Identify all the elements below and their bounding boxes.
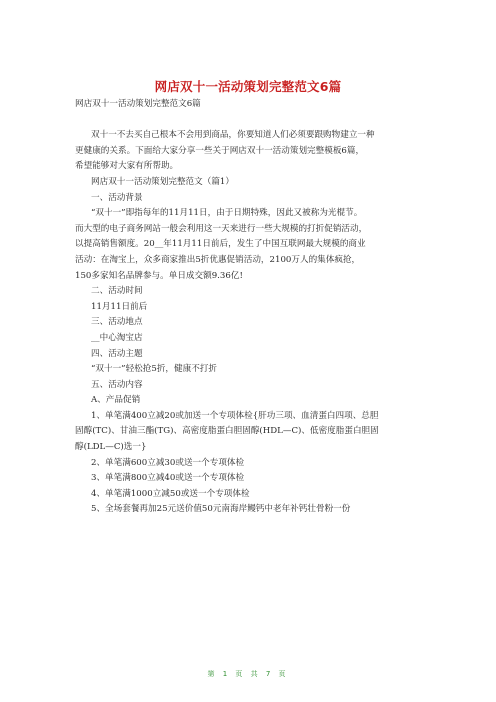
- body-line: A、产品促销: [91, 395, 141, 406]
- document-title: 网店双十一活动策划完整范文6篇: [154, 79, 342, 94]
- body-line: __中心淘宝店: [91, 332, 143, 343]
- body-line: 网店双十一活动策划完整范文（篇1）: [91, 176, 234, 187]
- document-body: [75, 97, 425, 518]
- body-line: 三、活动地点: [91, 317, 143, 328]
- body-line: 1、单笔满400立减20或加送一个专项体检{肝功三项、血清蛋白四项、总胆: [91, 410, 379, 421]
- body-line: “双十一”轻松抢5折，健康不打折: [91, 364, 217, 375]
- body-line: 希望能够对大家有所帮助。: [75, 161, 179, 172]
- page-footer: 第 1 页 共 7 页: [207, 670, 289, 678]
- body-line: 四、活动主题: [91, 348, 143, 359]
- body-line: 固醇(TC)、甘油三酯(TG)、高密度脂蛋白胆固醇(HDL—C)、低密度脂蛋白胆固: [75, 426, 379, 437]
- body-line: 一、活动背景: [91, 192, 143, 203]
- body-line: 2、单笔满600立减30或送一个专项体检: [91, 457, 245, 468]
- body-line: 4、单笔满1000立减50或送一个专项体检: [91, 488, 250, 499]
- body-line: 五、活动内容: [91, 379, 143, 390]
- body-lines: [75, 128, 425, 518]
- body-line: 5、全场套餐再加25元送价值50元南海岸鳗钙中老年补钙壮骨粉一份: [91, 504, 351, 515]
- body-line: 3、单笔满800立减40或送一个专项体检: [91, 473, 245, 484]
- body-line: “双十一”即指每年的11月11日，由于日期特殊，因此又被称为光棍节。: [91, 208, 363, 219]
- body-line: 二、活动时间: [91, 286, 143, 297]
- body-line: 活动：在淘宝上，众多商家推出5折优惠促销活动，2100万人的集体疯抢，: [75, 254, 361, 265]
- body-line: 双十一不去买自己根本不会用到商品，你要知道人们必须要跟购物建立一种: [91, 130, 375, 141]
- body-line: 醇(LDL—C)选一}: [75, 442, 147, 453]
- body-line: 11月11日前后: [91, 301, 148, 312]
- body-line: 150多家知名品牌参与。单日成交额9.36亿!: [75, 270, 243, 281]
- body-line: 以提高销售额度。20__年11月11日前后，发生了中国互联网最大规模的商业: [75, 239, 366, 250]
- document-subtitle: 网店双十一活动策划完整范文6篇: [75, 99, 201, 109]
- body-line: 而大型的电子商务网站一般会利用这一天来进行一些大规模的打折促销活动，: [75, 223, 368, 234]
- body-line: 更健康的关系。下面给大家分享一些关于网店双十一活动策划完整模板6篇，: [75, 145, 365, 156]
